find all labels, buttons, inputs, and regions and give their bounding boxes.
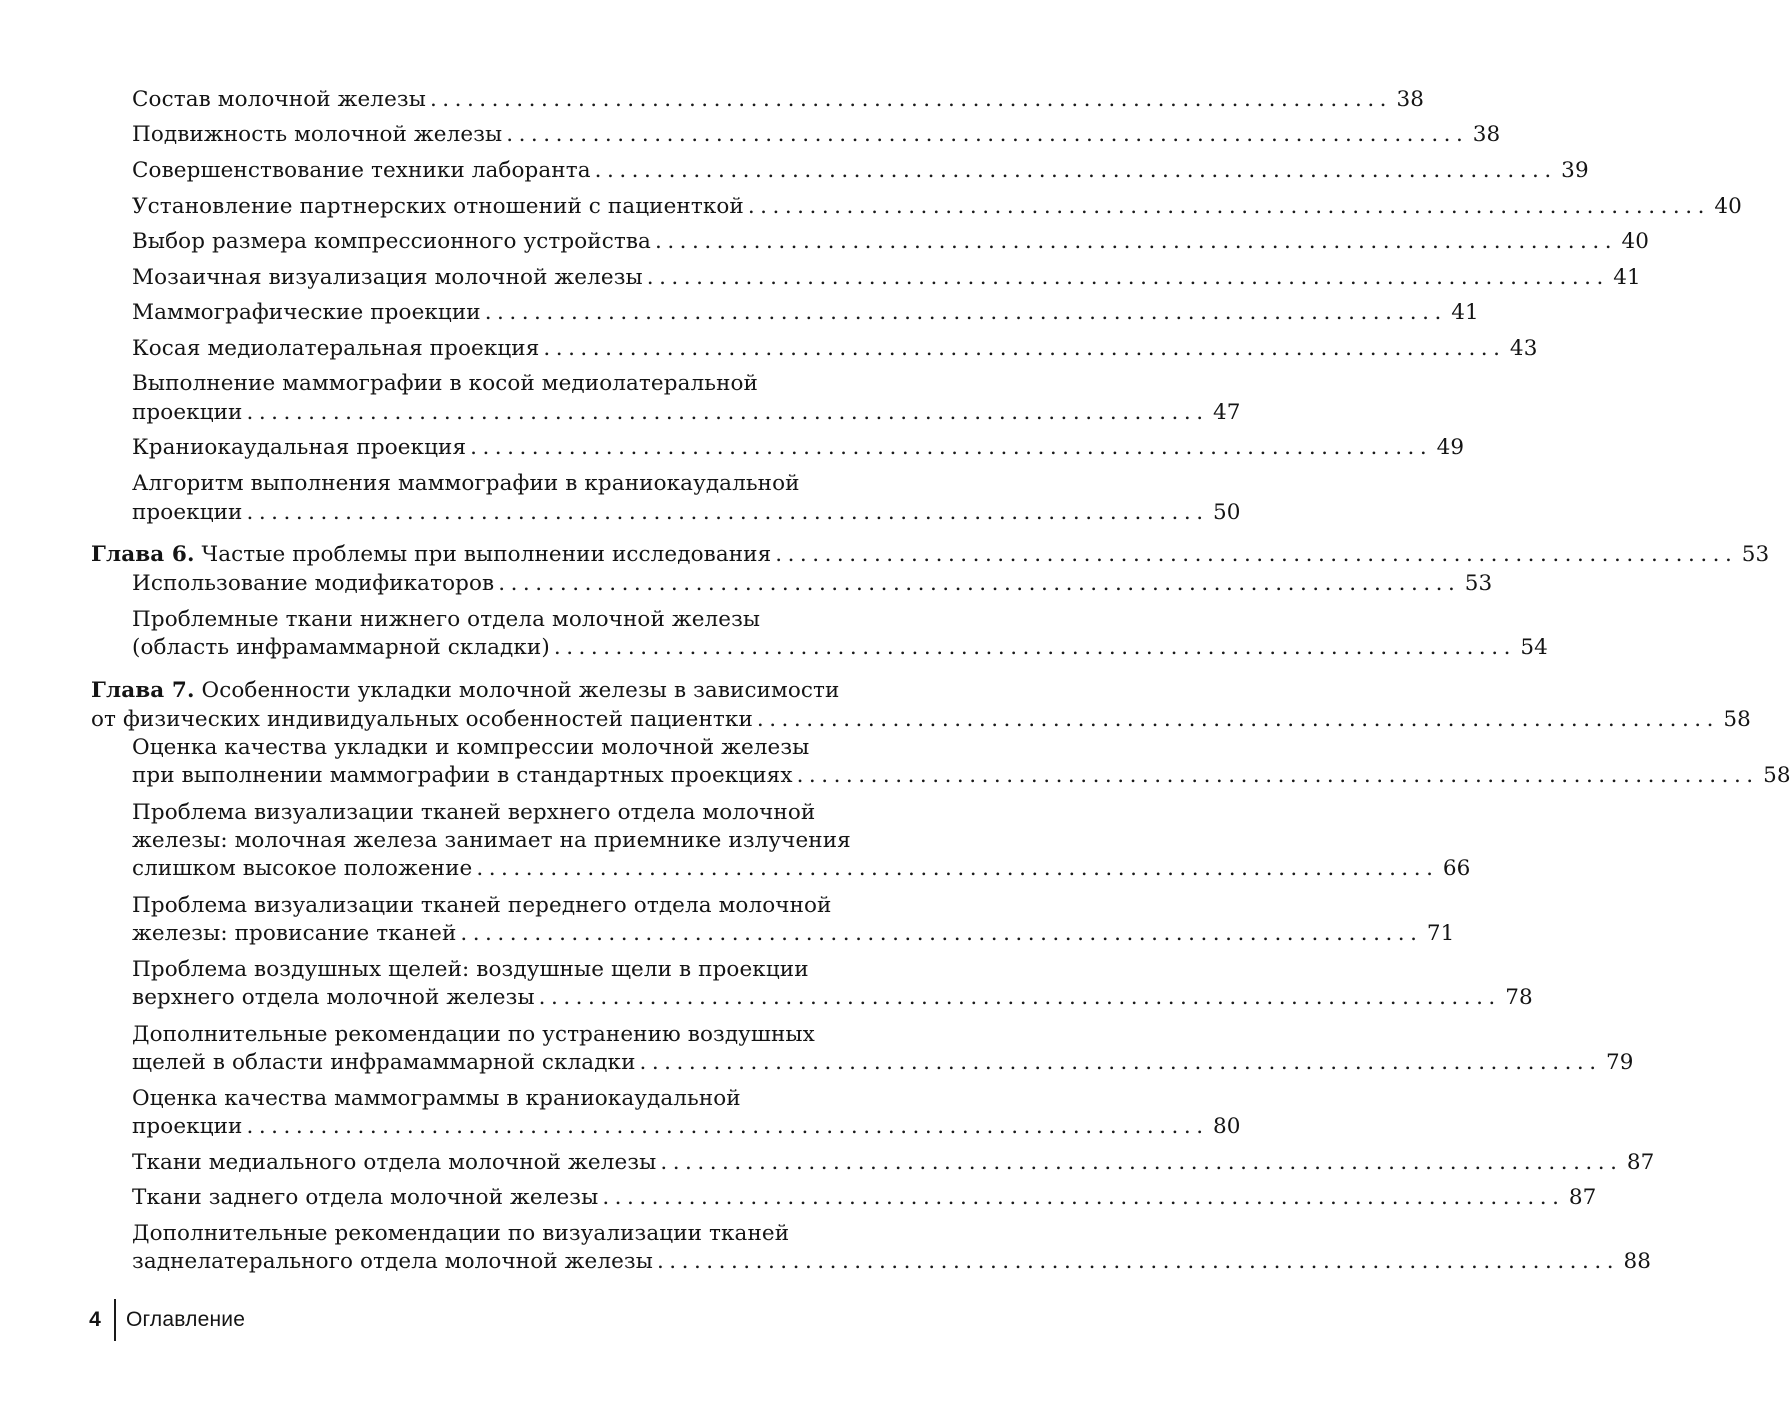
toc-page-number: 41 (1451, 300, 1479, 325)
toc-entry-title: проекции (132, 400, 243, 425)
toc-entry[interactable]: железы: провисание тканей .............................................................................. 71 (132, 919, 911, 949)
toc-entry-title: Краниокаудальная проекция (132, 435, 467, 460)
toc-entry-title: Косая медиолатеральная проекция (132, 336, 540, 361)
toc-page-number: 58 (1723, 707, 1751, 732)
toc-entry[interactable]: Совершенствование техники лаборанта .............................................................................. 39 (132, 156, 911, 186)
toc-entry-title: проекции (132, 500, 243, 525)
toc-entry-title: Установление партнерских отношений с пациенткой (132, 194, 744, 219)
toc-entry[interactable]: заднелатерального отдела молочной железы .............................................................................. 88 (132, 1247, 911, 1277)
toc-page-number: 47 (1213, 400, 1241, 425)
toc-entry-title: Оценка качества укладки и компрессии молочной железы (132, 735, 810, 760)
toc-entry-title: Проблемные ткани нижнего отдела молочной железы (132, 607, 761, 632)
toc-entry-line[interactable] (132, 1084, 911, 1114)
toc-page-number: 80 (1213, 1114, 1241, 1139)
toc-entry-title: Выбор размера компрессионного устройства (132, 229, 651, 254)
toc-entry[interactable]: Мозаичная визуализация молочной железы .............................................................................. 41 (132, 263, 911, 293)
toc-page-number: 66 (1442, 856, 1471, 881)
toc-entry-line[interactable] (132, 955, 911, 985)
toc-entry[interactable]: Краниокаудальная проекция .............................................................................. 49 (132, 433, 911, 463)
toc-entry-title: Проблема воздушных щелей: воздушные щели в проекции (132, 957, 809, 982)
toc-entry-title: (область инфрамаммарной складки) (132, 635, 550, 660)
toc-entry[interactable]: Выбор размера компрессионного устройства .............................................................................. 40 (132, 227, 911, 257)
toc-page-number: 58 (1763, 763, 1791, 788)
toc-entry[interactable]: проекции .............................................................................. 80 (132, 1112, 911, 1142)
toc-entry[interactable]: слишком высокое положение .............................................................................. 66 (132, 854, 911, 884)
toc-entry-line[interactable] (132, 605, 911, 635)
toc-entry-title: при выполнении маммографии в стандартных проекциях (132, 763, 793, 788)
toc-page-number: 40 (1714, 194, 1742, 219)
toc-entry-title: от физических индивидуальных особенностей пациентки (91, 707, 753, 732)
toc-page-number: 40 (1621, 229, 1650, 254)
toc-page-number: 38 (1472, 122, 1501, 147)
toc-entry-title: Совершенствование техники лаборанта (132, 158, 591, 183)
toc-entry-line[interactable] (132, 798, 911, 828)
footer-section-title: Оглавление (126, 1308, 246, 1331)
toc-entry-title: Алгоритм выполнения маммографии в краниокаудальной (132, 471, 800, 496)
toc-entry[interactable]: проекции .............................................................................. 50 (132, 498, 911, 528)
toc-entry-line[interactable] (132, 891, 911, 921)
toc-entry[interactable]: при выполнении маммографии в стандартных проекциях .............................................................................. 58 (132, 761, 911, 791)
toc-page-number: 39 (1561, 158, 1589, 183)
toc-entry-title: Маммографические проекции (132, 300, 481, 325)
toc-entry-title: Оценка качества маммограммы в краниокаудальной (132, 1086, 741, 1111)
toc-entry-title: Состав молочной железы (132, 87, 426, 112)
toc-entry[interactable]: Использование модификаторов .............................................................................. 53 (132, 569, 911, 599)
toc-page-number: 53 (1464, 571, 1493, 596)
footer-divider (114, 1299, 116, 1341)
chapter-label: Глава 7. (91, 678, 195, 703)
toc-page-number: 43 (1509, 336, 1538, 361)
toc-entry[interactable]: Установление партнерских отношений с пациенткой .............................................................................. 40 (132, 192, 911, 222)
toc-entry[interactable]: Маммографические проекции .............................................................................. 41 (132, 298, 911, 328)
toc-entry-title: Подвижность молочной железы (132, 122, 503, 147)
toc-entry-title: проекции (132, 1114, 243, 1139)
toc-page-number: 41 (1613, 265, 1641, 290)
toc-chapter-entry[interactable]: от физических индивидуальных особенностей пациентки .............................................................................. 58 (91, 705, 911, 735)
toc-entry-line[interactable] (132, 826, 911, 856)
footer-page-number: 4 (89, 1308, 101, 1331)
toc-entry-title: Особенности укладки молочной железы в зависимости (201, 678, 840, 703)
toc-entry[interactable]: Ткани заднего отдела молочной железы .............................................................................. 87 (132, 1183, 911, 1213)
toc-chapter-entry-line[interactable] (91, 676, 911, 706)
toc-page-number: 71 (1426, 921, 1455, 946)
chapter-label: Глава 6. (91, 542, 195, 567)
toc-entry-title: Проблема визуализации тканей переднего отдела молочной (132, 893, 832, 918)
toc-entry-line[interactable] (132, 1020, 911, 1050)
toc-entry-title: Ткани медиального отдела молочной железы (132, 1150, 657, 1175)
toc-page-number: 38 (1396, 87, 1425, 112)
toc-entry[interactable]: Подвижность молочной железы .............................................................................. 38 (132, 120, 911, 150)
toc-entry-line[interactable] (132, 469, 911, 499)
page-footer (84, 1298, 245, 1342)
toc-entry-line[interactable] (132, 733, 911, 763)
toc-page-number: 49 (1436, 435, 1465, 460)
toc-page-number: 78 (1505, 985, 1533, 1010)
toc-entry-title: слишком высокое положение (132, 856, 473, 881)
toc-entry-title: заднелатерального отдела молочной железы (132, 1249, 653, 1274)
toc-entry-line[interactable] (132, 1219, 911, 1249)
toc-entry-title: Частые проблемы при выполнении исследования (201, 542, 772, 567)
toc-entry[interactable]: Косая медиолатеральная проекция .............................................................................. 43 (132, 334, 911, 364)
toc-chapter-entry[interactable]: Глава 6. Частые проблемы при выполнении исследования .............................................................................. 53 (91, 540, 911, 570)
toc-page-number: 54 (1520, 635, 1548, 660)
toc-entry[interactable]: проекции .............................................................................. 47 (132, 398, 911, 428)
toc-entry-title: Дополнительные рекомендации по устранению воздушных (132, 1022, 815, 1047)
toc-entry-title: Использование модификаторов (132, 571, 495, 596)
toc-entry-title: верхнего отдела молочной железы (132, 985, 535, 1010)
toc-page-number: 87 (1568, 1185, 1597, 1210)
toc-entry[interactable]: щелей в области инфрамаммарной складки .............................................................................. 79 (132, 1048, 911, 1078)
toc-page-number: 87 (1626, 1150, 1655, 1175)
toc-page-number: 53 (1741, 542, 1770, 567)
toc-entry-title: Мозаичная визуализация молочной железы (132, 265, 643, 290)
toc-page-number: 50 (1213, 500, 1241, 525)
toc-entry-title: Проблема визуализации тканей верхнего отдела молочной (132, 800, 816, 825)
toc-entry-title: Выполнение маммографии в косой медиолатеральной (132, 371, 758, 396)
toc-entry-title: Дополнительные рекомендации по визуализации тканей (132, 1221, 790, 1246)
toc-entry[interactable]: Состав молочной железы .............................................................................. 38 (132, 85, 911, 115)
toc-page-number: 88 (1623, 1249, 1652, 1274)
toc-entry-title: железы: молочная железа занимает на приемнике излучения (132, 828, 851, 853)
toc-entry-title: железы: провисание тканей (132, 921, 457, 946)
toc-entry-title: щелей в области инфрамаммарной складки (132, 1050, 636, 1075)
toc-entry[interactable]: (область инфрамаммарной складки) .............................................................................. 54 (132, 633, 911, 663)
toc-page-number: 79 (1606, 1050, 1634, 1075)
toc-entry-line[interactable] (132, 369, 911, 399)
toc-entry[interactable]: Ткани медиального отдела молочной железы .............................................................................. 87 (132, 1148, 911, 1178)
toc-entry[interactable]: верхнего отдела молочной железы .............................................................................. 78 (132, 983, 911, 1013)
toc-entry-title: Ткани заднего отдела молочной железы (132, 1185, 599, 1210)
